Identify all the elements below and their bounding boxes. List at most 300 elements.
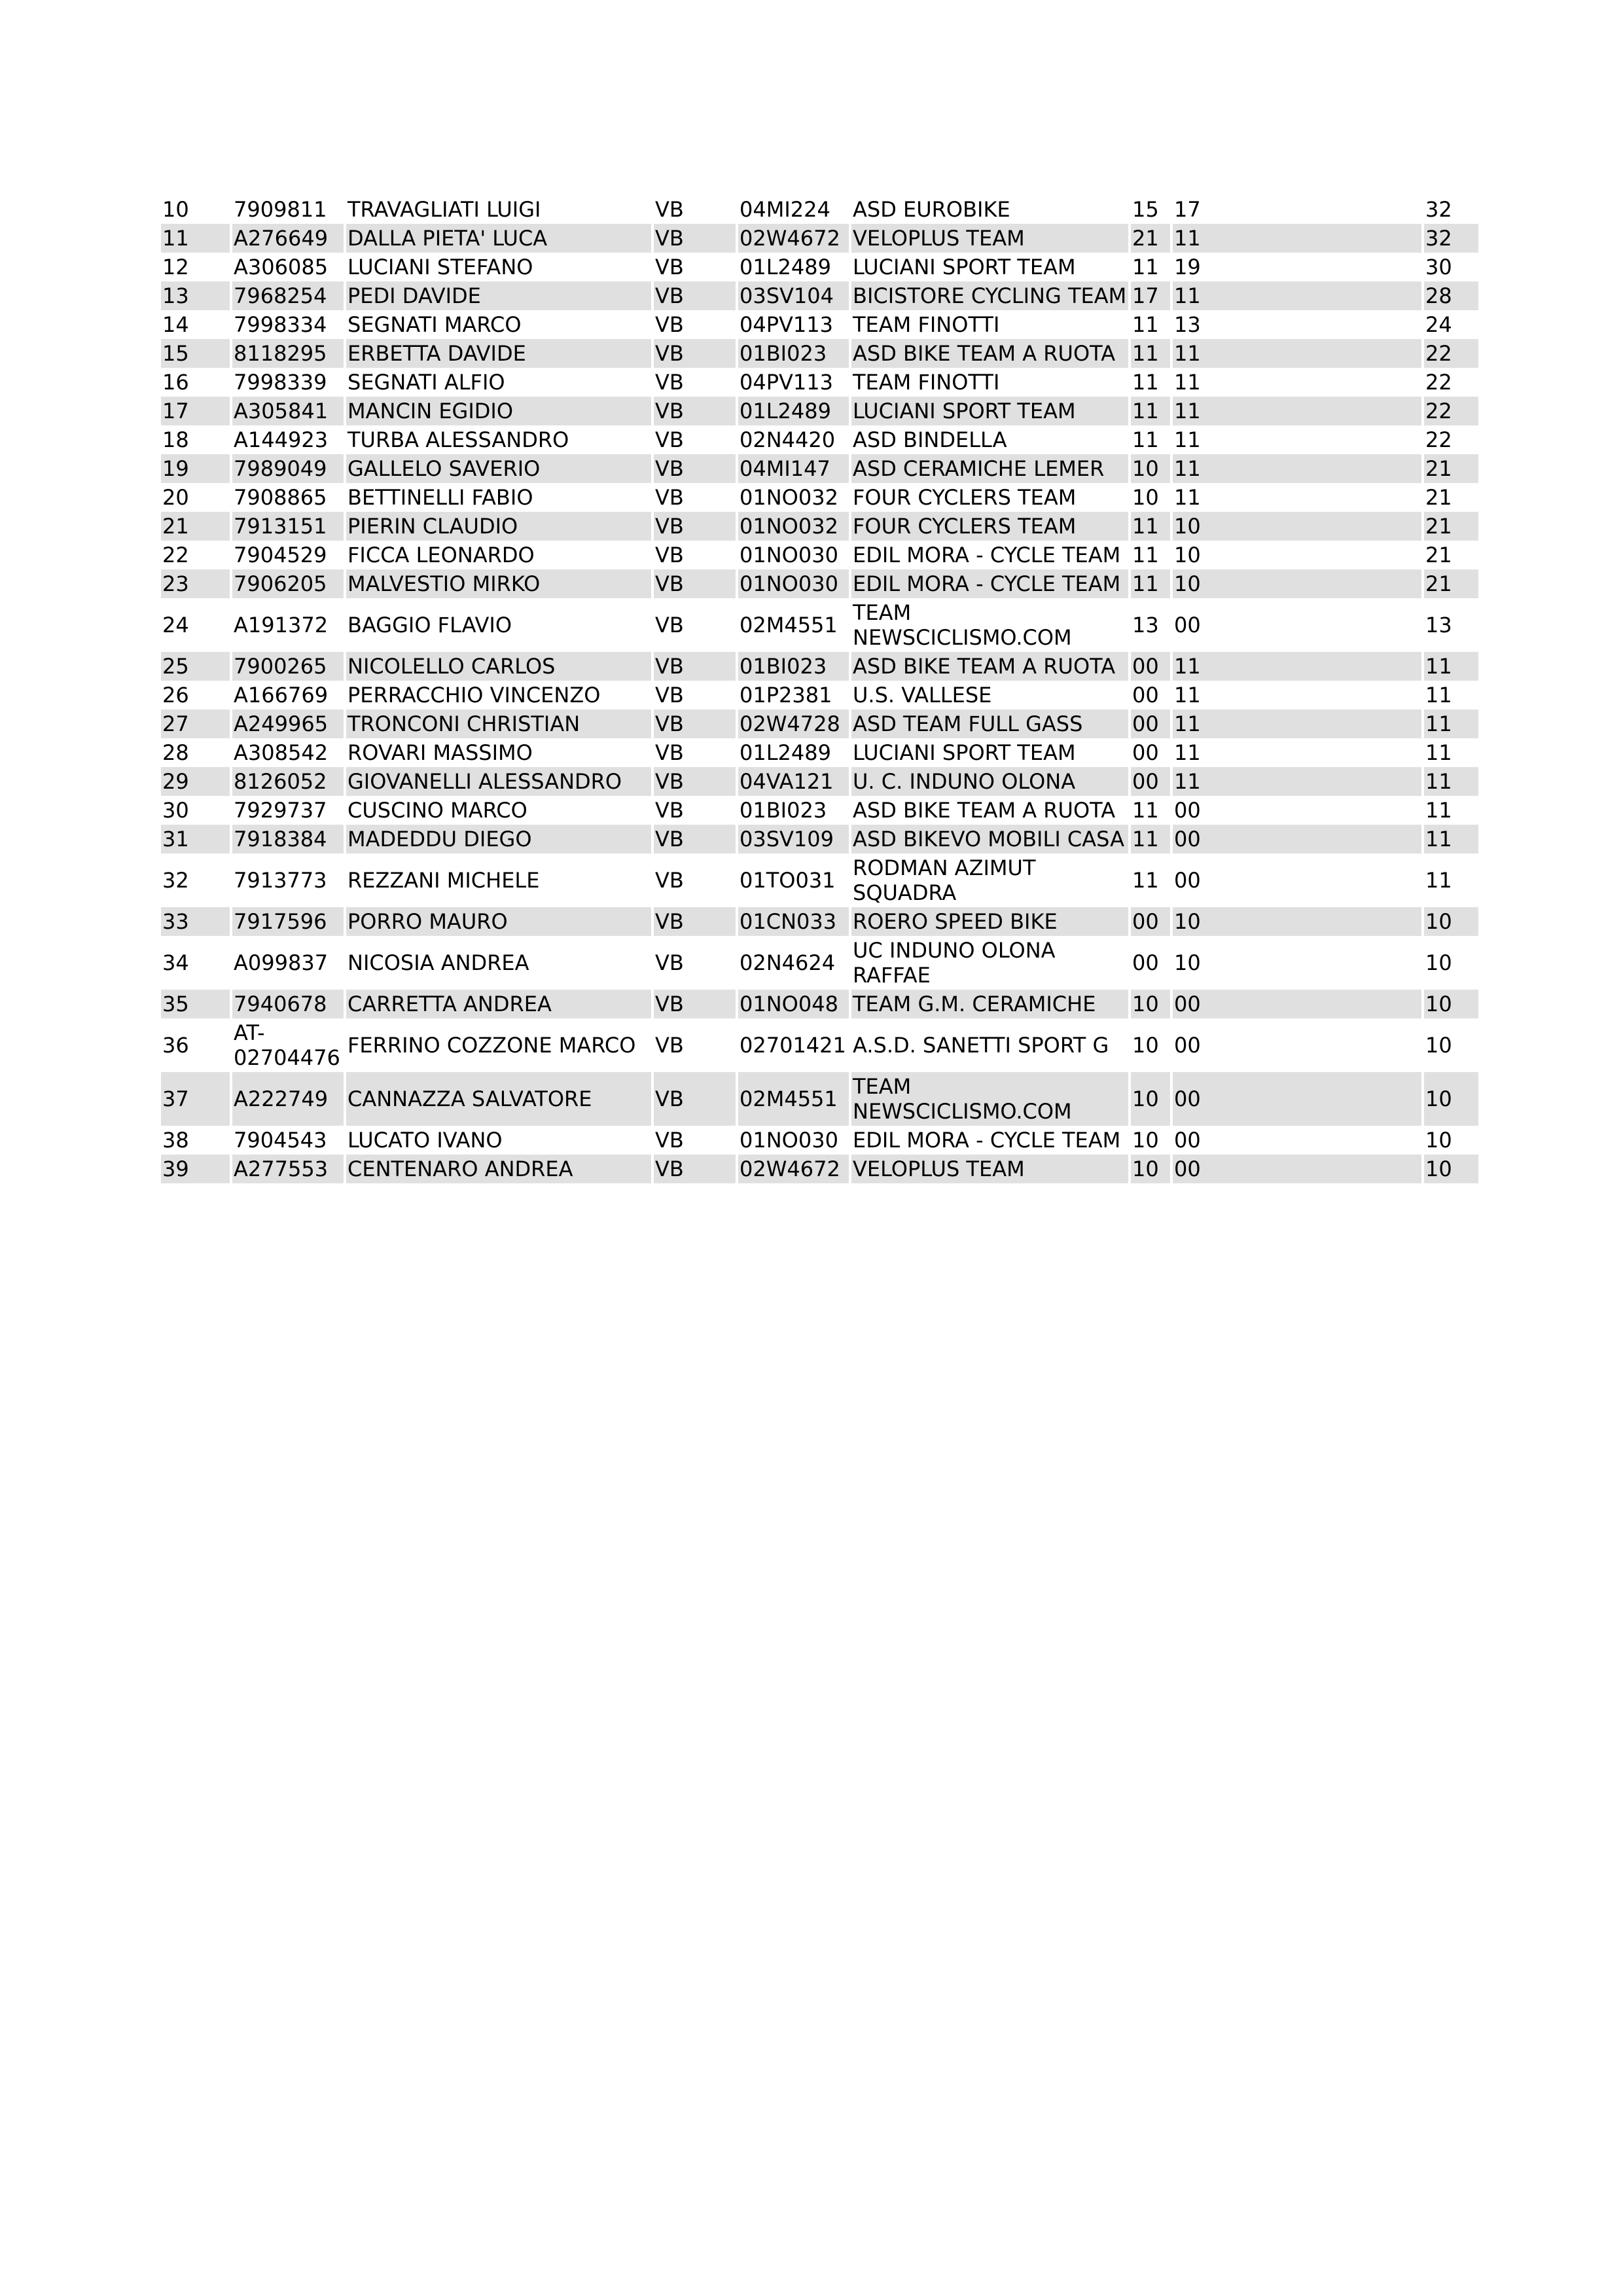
table-row: [161, 853, 1478, 907]
rider-name-cell: PEDI DAVIDE: [346, 281, 651, 310]
position-cell: 22: [162, 543, 189, 567]
points-race-1-cell: 10: [1131, 1072, 1170, 1126]
team-name-cell: FOUR CYCLERS TEAM: [853, 485, 1077, 510]
position-cell: 38: [162, 1128, 189, 1153]
position-cell: 24: [162, 613, 189, 637]
position-cell: 15: [161, 339, 230, 368]
total-points-cell: 10: [1424, 1072, 1478, 1126]
society-code-cell: 01NO032: [738, 512, 849, 541]
category-cell: VB: [654, 397, 736, 425]
points-race-1-cell: 00: [1131, 652, 1170, 681]
points-race-2-cell: 10: [1173, 569, 1421, 598]
rider-name-cell: ERBETTA DAVIDE: [346, 339, 651, 368]
position-cell: 19: [161, 454, 230, 483]
points-race-2-cell: 10: [1174, 950, 1201, 975]
position-cell: 20: [162, 485, 189, 510]
category-cell: VB: [654, 224, 736, 253]
society-code-cell: 04MI224: [740, 197, 830, 222]
standings-table: [158, 195, 1481, 1183]
license-number-cell: A166769: [234, 683, 329, 708]
table-row: [161, 1155, 1478, 1183]
total-points-cell: 22: [1425, 370, 1452, 395]
rider-name-cell: PIERIN CLAUDIO: [346, 512, 651, 541]
category-cell: VB: [654, 569, 736, 598]
points-race-1-cell: 00: [1131, 767, 1170, 796]
license-number-cell: A305841: [232, 397, 344, 425]
total-points-cell: 10: [1424, 990, 1478, 1018]
society-code-cell: 01L2489: [738, 397, 849, 425]
team-name-cell: TEAM NEWSCICLISMO.COM: [853, 600, 1072, 650]
points-race-2-cell: 00: [1174, 868, 1201, 893]
points-race-2-cell: 10: [1174, 543, 1201, 567]
license-number-cell: 7908865: [234, 485, 327, 510]
team-name-cell: TEAM FINOTTI: [853, 312, 1000, 337]
points-race-1-cell: 10: [1131, 990, 1170, 1018]
rider-name-cell: SEGNATI ALFIO: [348, 370, 505, 395]
license-number-cell: 8126052: [232, 767, 344, 796]
team-name-cell: TEAM NEWSCICLISMO.COM: [851, 1072, 1128, 1126]
team-name-cell: FOUR CYCLERS TEAM: [851, 512, 1128, 541]
points-race-1-cell: 11: [1131, 397, 1170, 425]
license-number-cell: A308542: [234, 740, 329, 765]
points-race-2-cell: 00: [1174, 798, 1201, 823]
position-cell: 37: [161, 1072, 230, 1126]
category-cell: VB: [655, 370, 684, 395]
points-race-1-cell: 11: [1132, 370, 1159, 395]
rider-name-cell: PERRACCHIO VINCENZO: [348, 683, 601, 708]
points-race-1-cell: 15: [1132, 197, 1159, 222]
position-cell: 36: [162, 1033, 189, 1058]
table-row: [161, 907, 1478, 936]
category-cell: VB: [654, 907, 736, 936]
license-number-cell: A144923: [234, 427, 329, 452]
table-row: [161, 796, 1478, 825]
points-race-1-cell: 00: [1131, 709, 1170, 738]
points-race-1-cell: 11: [1132, 312, 1159, 337]
license-number-cell: 7904543: [234, 1128, 327, 1153]
total-points-cell: 11: [1424, 709, 1478, 738]
position-cell: 32: [162, 868, 189, 893]
license-number-cell: 8118295: [232, 339, 344, 368]
table-row: [161, 652, 1478, 681]
points-race-2-cell: 00: [1173, 825, 1421, 853]
category-cell: VB: [655, 427, 684, 452]
license-number-cell: 7900265: [232, 652, 344, 681]
total-points-cell: 11: [1425, 868, 1452, 893]
position-cell: 26: [162, 683, 189, 708]
rider-name-cell: CANNAZZA SALVATORE: [346, 1072, 651, 1126]
society-code-cell: 01NO030: [740, 1128, 838, 1153]
points-race-1-cell: 11: [1132, 255, 1159, 279]
table-row: [161, 1072, 1478, 1126]
license-number-cell: A191372: [234, 613, 329, 637]
table-row: [161, 825, 1478, 853]
total-points-cell: 10: [1425, 1128, 1452, 1153]
table-row: [161, 195, 1478, 224]
team-name-cell: RODMAN AZIMUT SQUADRA: [853, 855, 1036, 905]
rider-name-cell: BAGGIO FLAVIO: [348, 613, 512, 637]
rider-name-cell: FERRINO COZZONE MARCO: [348, 1033, 636, 1058]
table-row: [161, 483, 1478, 512]
total-points-cell: 11: [1425, 798, 1452, 823]
category-cell: VB: [655, 485, 684, 510]
category-cell: VB: [654, 454, 736, 483]
team-name-cell: A.S.D. SANETTI SPORT G: [853, 1033, 1109, 1058]
position-cell: 21: [161, 512, 230, 541]
society-code-cell: 01NO032: [740, 485, 838, 510]
society-code-cell: 04PV113: [740, 370, 833, 395]
total-points-cell: 11: [1425, 683, 1452, 708]
society-code-cell: 03SV104: [738, 281, 849, 310]
points-race-2-cell: 11: [1173, 652, 1421, 681]
team-name-cell: ASD BIKE TEAM A RUOTA: [851, 652, 1128, 681]
society-code-cell: 01BI023: [738, 652, 849, 681]
team-name-cell: EDIL MORA - CYCLE TEAM: [853, 1128, 1121, 1153]
points-race-1-cell: 17: [1131, 281, 1170, 310]
team-name-cell: LUCIANI SPORT TEAM: [853, 255, 1076, 279]
points-race-2-cell: 00: [1173, 1155, 1421, 1183]
position-cell: 10: [162, 197, 189, 222]
rider-name-cell: NICOSIA ANDREA: [348, 950, 529, 975]
total-points-cell: 11: [1425, 740, 1452, 765]
total-points-cell: 22: [1424, 339, 1478, 368]
points-race-2-cell: 19: [1174, 255, 1201, 279]
society-code-cell: 04VA121: [738, 767, 849, 796]
team-name-cell: VELOPLUS TEAM: [851, 224, 1128, 253]
license-number-cell: 7968254: [232, 281, 344, 310]
position-cell: 17: [161, 397, 230, 425]
license-number-cell: 7913151: [232, 512, 344, 541]
rider-name-cell: REZZANI MICHELE: [348, 868, 540, 893]
category-cell: VB: [654, 1072, 736, 1126]
table-row: [161, 368, 1478, 397]
table-row: [161, 738, 1478, 767]
society-code-cell: 03SV109: [738, 825, 849, 853]
team-name-cell: VELOPLUS TEAM: [851, 1155, 1128, 1183]
team-name-cell: ASD EUROBIKE: [853, 197, 1010, 222]
points-race-1-cell: 10: [1132, 1033, 1159, 1058]
rider-name-cell: ROVARI MASSIMO: [348, 740, 533, 765]
rider-name-cell: LUCIANI STEFANO: [348, 255, 533, 279]
license-number-cell: AT-02704476: [234, 1020, 340, 1070]
category-cell: VB: [655, 197, 684, 222]
position-cell: 11: [161, 224, 230, 253]
society-code-cell: 01L2489: [740, 255, 831, 279]
category-cell: VB: [655, 312, 684, 337]
points-race-1-cell: 11: [1131, 825, 1170, 853]
points-race-2-cell: 11: [1174, 683, 1201, 708]
team-name-cell: TEAM FINOTTI: [853, 370, 1000, 395]
rider-name-cell: SEGNATI MARCO: [348, 312, 522, 337]
points-race-2-cell: 11: [1173, 709, 1421, 738]
points-race-1-cell: 10: [1131, 1155, 1170, 1183]
position-cell: 33: [161, 907, 230, 936]
team-name-cell: EDIL MORA - CYCLE TEAM: [851, 569, 1128, 598]
points-race-1-cell: 11: [1131, 512, 1170, 541]
category-cell: VB: [655, 868, 684, 893]
points-race-1-cell: 11: [1131, 339, 1170, 368]
position-cell: 13: [161, 281, 230, 310]
category-cell: VB: [655, 543, 684, 567]
society-code-cell: 02M4551: [738, 1072, 849, 1126]
total-points-cell: 32: [1425, 197, 1452, 222]
category-cell: VB: [654, 709, 736, 738]
points-race-1-cell: 11: [1132, 543, 1159, 567]
points-race-1-cell: 11: [1132, 798, 1159, 823]
table-row: [161, 1018, 1478, 1072]
table-row: [161, 569, 1478, 598]
license-number-cell: 7904529: [234, 543, 327, 567]
total-points-cell: 28: [1424, 281, 1478, 310]
society-code-cell: 02N4624: [740, 950, 836, 975]
team-name-cell: BICISTORE CYCLING TEAM: [851, 281, 1128, 310]
position-cell: 28: [162, 740, 189, 765]
total-points-cell: 10: [1425, 1033, 1452, 1058]
table-row: [161, 310, 1478, 339]
license-number-cell: A099837: [234, 950, 329, 975]
table-row: [161, 936, 1478, 990]
license-number-cell: 7940678: [232, 990, 344, 1018]
table-row: [161, 425, 1478, 454]
position-cell: 30: [162, 798, 189, 823]
total-points-cell: 22: [1425, 427, 1452, 452]
rider-name-cell: MADEDDU DIEGO: [346, 825, 651, 853]
points-race-1-cell: 00: [1132, 740, 1159, 765]
license-number-cell: A276649: [232, 224, 344, 253]
points-race-2-cell: 11: [1173, 339, 1421, 368]
license-number-cell: 7989049: [232, 454, 344, 483]
position-cell: 31: [161, 825, 230, 853]
category-cell: VB: [655, 950, 684, 975]
points-race-2-cell: 11: [1173, 454, 1421, 483]
license-number-cell: A277553: [232, 1155, 344, 1183]
team-name-cell: EDIL MORA - CYCLE TEAM: [853, 543, 1121, 567]
license-number-cell: A249965: [232, 709, 344, 738]
table-row: [161, 681, 1478, 709]
category-cell: VB: [655, 798, 684, 823]
points-race-1-cell: 13: [1132, 613, 1159, 637]
license-number-cell: 7998334: [234, 312, 327, 337]
position-cell: 16: [162, 370, 189, 395]
team-name-cell: LUCIANI SPORT TEAM: [851, 397, 1128, 425]
points-race-1-cell: 10: [1132, 1128, 1159, 1153]
points-race-2-cell: 00: [1174, 1128, 1201, 1153]
position-cell: 34: [162, 950, 189, 975]
society-code-cell: 02N4420: [740, 427, 836, 452]
points-race-2-cell: 11: [1174, 740, 1201, 765]
category-cell: VB: [655, 1128, 684, 1153]
points-race-2-cell: 11: [1173, 224, 1421, 253]
total-points-cell: 21: [1425, 485, 1452, 510]
points-race-2-cell: 10: [1173, 512, 1421, 541]
category-cell: VB: [654, 825, 736, 853]
society-code-cell: 04PV113: [740, 312, 833, 337]
points-race-2-cell: 10: [1173, 907, 1421, 936]
position-cell: 23: [161, 569, 230, 598]
license-number-cell: 7906205: [232, 569, 344, 598]
rider-name-cell: DALLA PIETA' LUCA: [346, 224, 651, 253]
category-cell: VB: [654, 767, 736, 796]
table-row: [161, 397, 1478, 425]
total-points-cell: 21: [1425, 543, 1452, 567]
society-code-cell: 02W4728: [738, 709, 849, 738]
table-row: [161, 339, 1478, 368]
table-row: [161, 598, 1478, 652]
team-name-cell: U. C. INDUNO OLONA: [851, 767, 1128, 796]
category-cell: VB: [655, 255, 684, 279]
position-cell: 39: [161, 1155, 230, 1183]
society-code-cell: 01BI023: [740, 798, 827, 823]
rider-name-cell: TURBA ALESSANDRO: [348, 427, 569, 452]
category-cell: VB: [654, 339, 736, 368]
society-code-cell: 02W4672: [738, 224, 849, 253]
rider-name-cell: MANCIN EGIDIO: [346, 397, 651, 425]
total-points-cell: 21: [1424, 569, 1478, 598]
society-code-cell: 01CN033: [738, 907, 849, 936]
category-cell: VB: [654, 990, 736, 1018]
category-cell: VB: [655, 740, 684, 765]
society-code-cell: 01L2489: [740, 740, 831, 765]
total-points-cell: 11: [1424, 767, 1478, 796]
points-race-2-cell: 11: [1173, 281, 1421, 310]
category-cell: VB: [654, 652, 736, 681]
total-points-cell: 30: [1425, 255, 1452, 279]
team-name-cell: LUCIANI SPORT TEAM: [853, 740, 1076, 765]
table-row: [161, 1126, 1478, 1155]
team-name-cell: TEAM G.M. CERAMICHE: [851, 990, 1128, 1018]
society-code-cell: 02M4551: [740, 613, 838, 637]
points-race-1-cell: 11: [1131, 569, 1170, 598]
team-name-cell: ASD TEAM FULL GASS: [851, 709, 1128, 738]
points-race-2-cell: 11: [1174, 485, 1201, 510]
points-race-2-cell: 00: [1173, 1072, 1421, 1126]
points-race-1-cell: 10: [1131, 454, 1170, 483]
table-row: [161, 454, 1478, 483]
category-cell: VB: [654, 1155, 736, 1183]
table-row: [161, 541, 1478, 569]
category-cell: VB: [655, 683, 684, 708]
points-race-2-cell: 00: [1174, 1033, 1201, 1058]
license-number-cell: 7918384: [232, 825, 344, 853]
rider-name-cell: CUSCINO MARCO: [348, 798, 527, 823]
table-row: [161, 709, 1478, 738]
team-name-cell: ASD BIKEVO MOBILI CASA: [851, 825, 1128, 853]
points-race-1-cell: 11: [1132, 427, 1159, 452]
rider-name-cell: CARRETTA ANDREA: [346, 990, 651, 1018]
points-race-1-cell: 11: [1132, 868, 1159, 893]
total-points-cell: 10: [1424, 907, 1478, 936]
rider-name-cell: MALVESTIO MIRKO: [346, 569, 651, 598]
society-code-cell: 04MI147: [738, 454, 849, 483]
total-points-cell: 32: [1424, 224, 1478, 253]
society-code-cell: 01P2381: [740, 683, 832, 708]
table-row: [161, 512, 1478, 541]
table-row: [161, 253, 1478, 281]
category-cell: VB: [655, 1033, 684, 1058]
points-race-2-cell: 11: [1173, 767, 1421, 796]
rider-name-cell: GALLELO SAVERIO: [346, 454, 651, 483]
license-number-cell: 7917596: [232, 907, 344, 936]
points-race-2-cell: 17: [1174, 197, 1201, 222]
category-cell: VB: [654, 281, 736, 310]
category-cell: VB: [654, 512, 736, 541]
position-cell: 18: [162, 427, 189, 452]
team-name-cell: ASD BINDELLA: [853, 427, 1007, 452]
total-points-cell: 21: [1424, 454, 1478, 483]
license-number-cell: 7913773: [234, 868, 327, 893]
society-code-cell: 01BI023: [738, 339, 849, 368]
rider-name-cell: LUCATO IVANO: [348, 1128, 503, 1153]
rider-name-cell: TRAVAGLIATI LUIGI: [348, 197, 541, 222]
team-name-cell: ROERO SPEED BIKE: [851, 907, 1128, 936]
team-name-cell: ASD BIKE TEAM A RUOTA: [851, 339, 1128, 368]
points-race-2-cell: 00: [1174, 613, 1201, 637]
total-points-cell: 10: [1424, 1155, 1478, 1183]
points-race-2-cell: 13: [1174, 312, 1201, 337]
points-race-2-cell: 11: [1173, 397, 1421, 425]
rider-name-cell: CENTENARO ANDREA: [346, 1155, 651, 1183]
society-code-cell: 01NO030: [740, 543, 838, 567]
society-code-cell: 01NO048: [738, 990, 849, 1018]
category-cell: VB: [655, 613, 684, 637]
license-number-cell: A306085: [234, 255, 329, 279]
total-points-cell: 22: [1424, 397, 1478, 425]
society-code-cell: 01NO030: [738, 569, 849, 598]
team-name-cell: ASD BIKE TEAM A RUOTA: [853, 798, 1116, 823]
license-number-cell: 7998339: [234, 370, 327, 395]
rider-name-cell: NICOLELLO CARLOS: [346, 652, 651, 681]
total-points-cell: 21: [1424, 512, 1478, 541]
position-cell: 27: [161, 709, 230, 738]
points-race-2-cell: 11: [1174, 427, 1201, 452]
license-number-cell: 7929737: [234, 798, 327, 823]
rider-name-cell: GIOVANELLI ALESSANDRO: [346, 767, 651, 796]
team-name-cell: UC INDUNO OLONA RAFFAE: [853, 938, 1056, 988]
position-cell: 29: [161, 767, 230, 796]
points-race-1-cell: 10: [1132, 485, 1159, 510]
rider-name-cell: BETTINELLI FABIO: [348, 485, 533, 510]
society-code-cell: 02701421: [740, 1033, 846, 1058]
rider-name-cell: FICCA LEONARDO: [348, 543, 535, 567]
total-points-cell: 11: [1424, 825, 1478, 853]
society-code-cell: 01TO031: [740, 868, 836, 893]
position-cell: 14: [162, 312, 189, 337]
rider-name-cell: PORRO MAURO: [346, 907, 651, 936]
standings-body: [161, 195, 1478, 1183]
total-points-cell: 13: [1425, 613, 1452, 637]
table-row: [161, 224, 1478, 253]
license-number-cell: A222749: [232, 1072, 344, 1126]
team-name-cell: U.S. VALLESE: [853, 683, 992, 708]
position-cell: 12: [162, 255, 189, 279]
position-cell: 25: [161, 652, 230, 681]
table-row: [161, 767, 1478, 796]
society-code-cell: 02W4672: [738, 1155, 849, 1183]
points-race-2-cell: 11: [1174, 370, 1201, 395]
total-points-cell: 11: [1424, 652, 1478, 681]
points-race-1-cell: 00: [1132, 950, 1159, 975]
position-cell: 35: [161, 990, 230, 1018]
team-name-cell: ASD CERAMICHE LEMER: [851, 454, 1128, 483]
total-points-cell: 24: [1425, 312, 1452, 337]
table-row: [161, 990, 1478, 1018]
total-points-cell: 10: [1425, 950, 1452, 975]
points-race-1-cell: 00: [1131, 907, 1170, 936]
license-number-cell: 7909811: [234, 197, 327, 222]
points-race-1-cell: 21: [1131, 224, 1170, 253]
rider-name-cell: TRONCONI CHRISTIAN: [346, 709, 651, 738]
points-race-1-cell: 00: [1132, 683, 1159, 708]
